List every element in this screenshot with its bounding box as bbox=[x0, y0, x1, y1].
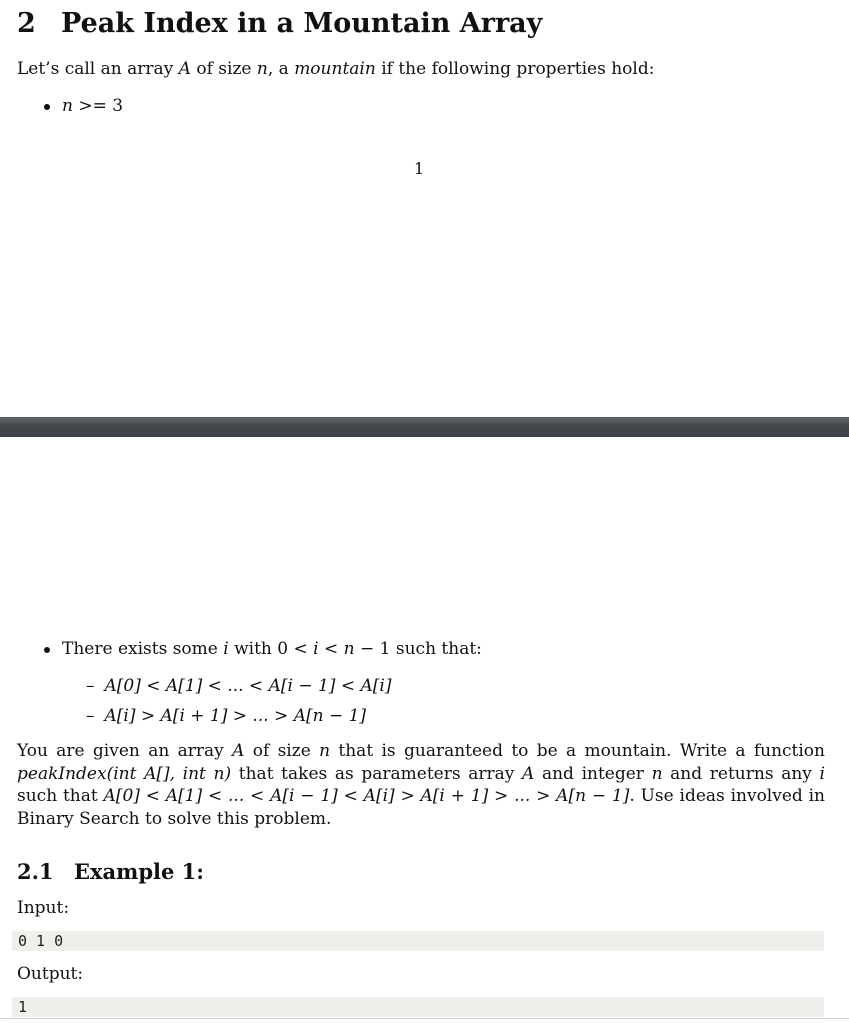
desc-var-n2: n bbox=[651, 763, 663, 784]
bullet-icon bbox=[44, 104, 50, 110]
bullet-icon bbox=[44, 647, 50, 653]
page-number: 1 bbox=[414, 159, 425, 178]
intro-var-n: n bbox=[256, 59, 268, 79]
bullet1-text: >= 3 bbox=[72, 96, 124, 116]
bullet-item-2 bbox=[44, 638, 482, 660]
desc-text-3: that is guaranteed to be a mountain. Write a function bbox=[330, 741, 825, 761]
desc-condition: A[0] < A[1] < ... < A[i − 1] < A[i] > A[i + 1] > ... > A[n − 1] bbox=[103, 786, 630, 806]
intro-text-1: Let’s call an array bbox=[17, 59, 179, 79]
desc-text-8: . Use ideas involved in Binary Search to solve this problem. bbox=[17, 786, 826, 829]
page-separator bbox=[0, 417, 849, 437]
bullet-item-1 bbox=[44, 95, 123, 117]
bullet1-var-n: n bbox=[62, 96, 73, 116]
desc-function-signature: peakIndex(int A[], int n) bbox=[17, 763, 232, 784]
desc-text-7: such that bbox=[17, 786, 104, 806]
section-number: 2 bbox=[17, 8, 36, 39]
dash-icon: – bbox=[86, 676, 95, 696]
desc-var-a2: A bbox=[522, 763, 535, 784]
section-title: Peak Index in a Mountain Array bbox=[61, 8, 543, 39]
sub-item-1-expr: A[0] < A[1] < ... < A[i − 1] < A[i] bbox=[104, 676, 392, 696]
intro-text-3: , a bbox=[267, 59, 295, 79]
intro-term-mountain: mountain bbox=[294, 59, 376, 79]
document-page-1 bbox=[0, 0, 849, 417]
bottom-divider bbox=[0, 1018, 849, 1019]
bullet2-text-2: with 0 < bbox=[228, 639, 314, 659]
desc-text-5: and integer bbox=[534, 763, 652, 784]
input-code-block: 0 1 0 bbox=[12, 931, 824, 951]
description-paragraph bbox=[17, 740, 825, 830]
desc-text-1: You are given an array bbox=[17, 741, 233, 761]
bullet2-text-3: < bbox=[318, 639, 344, 659]
bullet2-var-i: i bbox=[223, 639, 229, 659]
bullet2-text-1: There exists some bbox=[62, 639, 224, 659]
dash-icon: – bbox=[86, 706, 95, 726]
desc-text-6: and returns any bbox=[662, 763, 820, 784]
desc-var-a: A bbox=[232, 741, 245, 761]
sub-item-2 bbox=[86, 705, 366, 727]
sub-item-1 bbox=[86, 675, 391, 697]
bullet2-var-n: n bbox=[343, 639, 355, 659]
output-label: Output: bbox=[17, 964, 84, 984]
bullet2-var-i2: i bbox=[313, 639, 319, 659]
sub-item-2-expr: A[i] > A[i + 1] > ... > A[n − 1] bbox=[104, 706, 367, 726]
subsection-number: 2.1 bbox=[17, 859, 54, 884]
desc-text-2: of size bbox=[244, 741, 320, 761]
intro-text-4: if the following properties hold: bbox=[375, 59, 655, 79]
intro-text-2: of size bbox=[190, 59, 257, 79]
bullet2-text-4: − 1 such that: bbox=[354, 639, 482, 659]
desc-var-i: i bbox=[819, 763, 825, 784]
intro-paragraph bbox=[17, 58, 654, 80]
subsection-title: Example 1: bbox=[74, 859, 205, 884]
output-code-block: 1 bbox=[12, 997, 824, 1017]
desc-var-n: n bbox=[319, 741, 331, 761]
input-label: Input: bbox=[17, 898, 70, 918]
desc-text-4: that takes as parameters array bbox=[231, 763, 523, 784]
document-page-2 bbox=[0, 437, 849, 1020]
intro-var-a: A bbox=[178, 59, 191, 79]
